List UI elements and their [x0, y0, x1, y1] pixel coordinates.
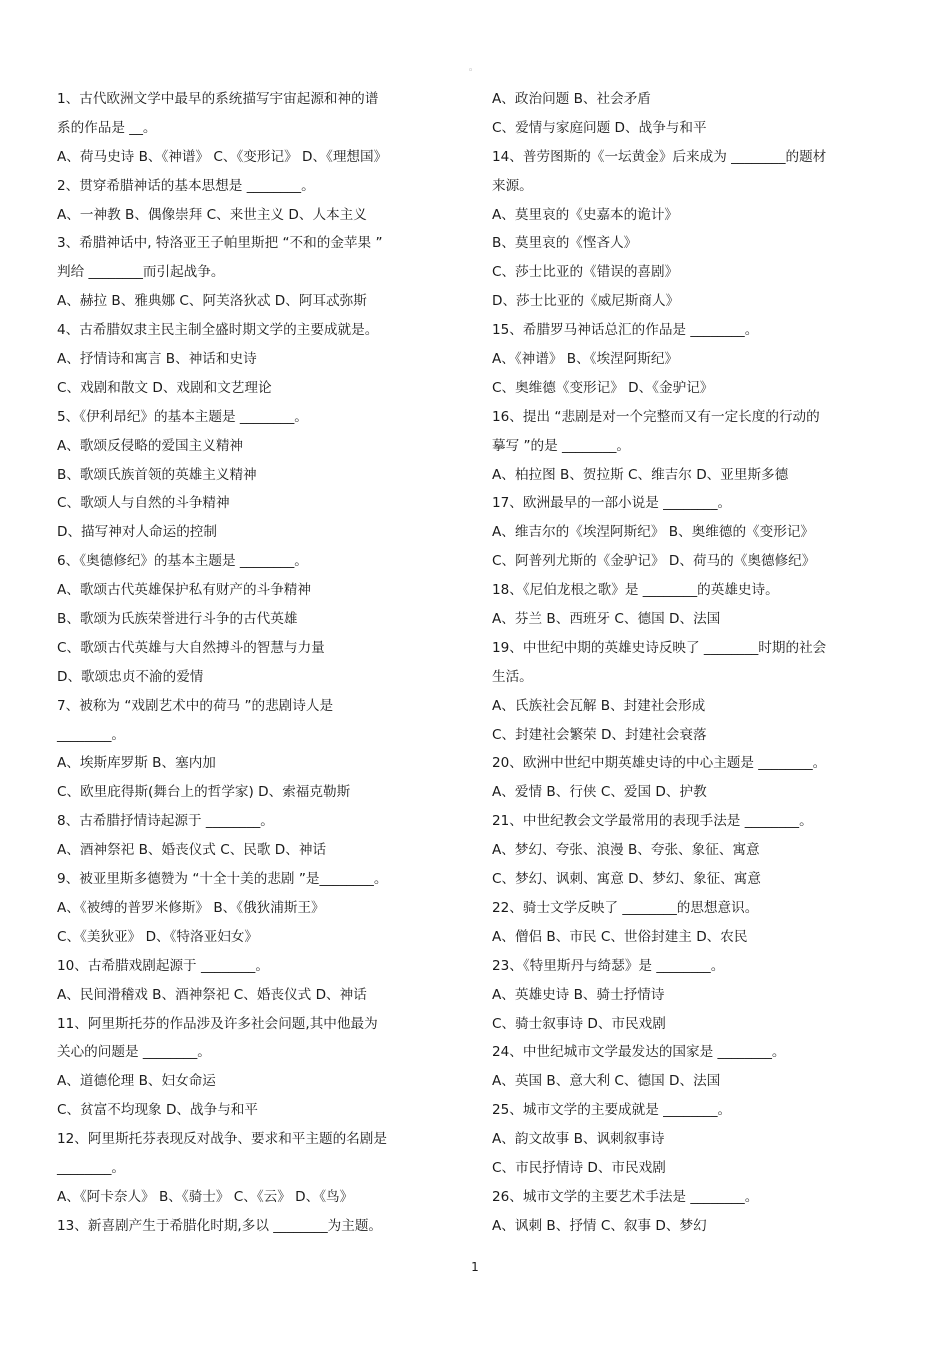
- question-line: 22、骑士文学反映了 ________的思想意识。: [492, 899, 759, 916]
- question-line: A、维吉尔的《埃涅阿斯纪》 B、奥维德的《变形记》: [492, 524, 815, 541]
- question-line: 15、希腊罗马神话总汇的作品是 ________。: [492, 322, 759, 339]
- question-line: A、道德伦理 B、妇女命运: [57, 1073, 216, 1090]
- question-line: A、《被缚的普罗米修斯》 B、《俄狄浦斯王》: [57, 899, 325, 916]
- question-line: 9、被亚里斯多德赞为 “十全十美的悲剧 ”是________。: [57, 871, 388, 888]
- question-line: A、荷马史诗 B、《神谱》 C、《变形记》 D、《理想国》: [57, 148, 388, 165]
- question-line: C、奥维德《变形记》 D、《金驴记》: [492, 379, 714, 396]
- question-line: A、一神教 B、偶像崇拜 C、来世主义 D、人本主义: [57, 206, 367, 223]
- question-line: 12、阿里斯托芬表现反对战争、要求和平主题的名剧是: [57, 1131, 387, 1148]
- question-line: A、芬兰 B、西班牙 C、德国 D、法国: [492, 611, 721, 628]
- question-line: 生活。: [492, 668, 533, 685]
- question-line: ________。: [57, 1159, 125, 1176]
- question-line: C、封建社会繁荣 D、封建社会衰落: [492, 726, 707, 743]
- question-line: 11、阿里斯托芬的作品涉及许多社会问题,其中他最为: [57, 1015, 378, 1032]
- question-line: C、梦幻、讽刺、寓意 D、梦幻、象征、寓意: [492, 871, 761, 888]
- question-line: 关心的问题是 ________。: [57, 1044, 211, 1061]
- question-line: 判给 ________而引起战争。: [57, 264, 225, 281]
- question-line: A、《神谱》 B、《埃涅阿斯纪》: [492, 351, 679, 368]
- question-line: 20、欧洲中世纪中期英雄史诗的中心主题是 ________。: [492, 755, 827, 772]
- question-line: A、歌颂古代英雄保护私有财产的斗争精神: [57, 582, 311, 599]
- left-column: [57, 85, 457, 1241]
- question-line: 13、新喜剧产生于希腊化时期,多以 ________为主题。: [57, 1217, 383, 1234]
- question-line: C、骑士叙事诗 D、市民戏剧: [492, 1015, 666, 1032]
- question-line: A、酒神祭祀 B、婚丧仪式 C、民歌 D、神话: [57, 842, 327, 859]
- question-line: B、歌颂为氏族荣誉进行斗争的古代英雄: [57, 611, 298, 628]
- question-line: A、赫拉 B、雅典娜 C、阿芙洛狄忒 D、阿耳忒弥斯: [57, 293, 367, 310]
- question-line: C、戏剧和散文 D、戏剧和文艺理论: [57, 379, 272, 396]
- question-line: A、歌颂反侵略的爱国主义精神: [57, 437, 244, 454]
- question-line: 2、贯穿希腊神话的基本思想是 ________。: [57, 177, 315, 194]
- question-line: 18、《尼伯龙根之歌》是 ________的英雄史诗。: [492, 582, 779, 599]
- question-line: 24、中世纪城市文学最发达的国家是 ________。: [492, 1044, 786, 1061]
- question-line: A、《阿卡奈人》 B、《骑士》 C、《云》 D、《鸟》: [57, 1188, 354, 1205]
- question-line: A、英雄史诗 B、骑士抒情诗: [492, 986, 665, 1003]
- question-line: 21、中世纪教会文学最常用的表现手法是 ________。: [492, 813, 813, 830]
- question-line: A、抒情诗和寓言 B、神话和史诗: [57, 351, 257, 368]
- page-number: 1: [471, 1260, 479, 1274]
- question-line: A、埃斯库罗斯 B、塞内加: [57, 755, 216, 772]
- question-line: 8、古希腊抒情诗起源于 ________。: [57, 813, 274, 830]
- question-line: 23、《特里斯丹与绮瑟》是 ________。: [492, 957, 725, 974]
- question-line: C、莎士比亚的《错误的喜剧》: [492, 264, 679, 281]
- question-line: A、柏拉图 B、贺拉斯 C、维吉尔 D、亚里斯多德: [492, 466, 789, 483]
- question-line: A、莫里哀的《史嘉本的诡计》: [492, 206, 679, 223]
- question-line: 19、中世纪中期的英雄史诗反映了 ________时期的社会: [492, 639, 827, 656]
- question-line: A、政治问题 B、社会矛盾: [492, 91, 651, 107]
- question-line: ________。: [57, 726, 125, 743]
- question-line: D、描写神对人命运的控制: [57, 524, 217, 541]
- question-line: B、歌颂氏族首领的英雄主义精神: [57, 466, 257, 483]
- question-line: 4、古希腊奴隶主民主制全盛时期文学的主要成就是。: [57, 322, 379, 339]
- question-line: 3、希腊神话中, 特洛亚王子帕里斯把 “不和的金苹果 ”: [57, 235, 383, 252]
- question-line: A、爱情 B、行侠 C、爱国 D、护教: [492, 784, 707, 801]
- question-line: A、僧侣 B、市民 C、世俗封建主 D、农民: [492, 928, 748, 945]
- header-mark: ◦: [468, 66, 474, 76]
- question-line: 来源。: [492, 177, 533, 194]
- question-line: A、民间滑稽戏 B、酒神祭祀 C、婚丧仪式 D、神话: [57, 986, 367, 1003]
- question-line: C、阿普列尤斯的《金驴记》 D、荷马的《奥德修纪》: [492, 553, 816, 570]
- question-line: 16、提出 “悲剧是对一个完整而又有一定长度的行动的: [492, 408, 820, 425]
- question-line: B、莫里哀的《悭吝人》: [492, 235, 638, 252]
- question-line: 系的作品是 __。: [57, 119, 157, 136]
- question-line: 25、城市文学的主要成就是 ________。: [492, 1102, 732, 1119]
- question-line: 14、普劳图斯的《一坛黄金》后来成为 ________的题材: [492, 148, 827, 165]
- question-line: 摹写 ”的是 ________。: [492, 437, 631, 454]
- question-line: C、市民抒情诗 D、市民戏剧: [492, 1159, 666, 1176]
- question-line: C、歌颂古代英雄与大自然搏斗的智慧与力量: [57, 639, 325, 656]
- question-line: D、歌颂忠贞不渝的爱情: [57, 668, 204, 685]
- question-line: C、欧里庇得斯(舞台上的哲学家) D、索福克勒斯: [57, 784, 351, 801]
- question-line: A、韵文故事 B、讽刺叙事诗: [492, 1131, 665, 1148]
- question-line: 1、古代欧洲文学中最早的系统描写宇宙起源和神的谱: [57, 91, 379, 107]
- question-line: A、氏族社会瓦解 B、封建社会形成: [492, 697, 706, 714]
- question-line: C、贫富不均现象 D、战争与和平: [57, 1102, 258, 1119]
- question-line: 5、《伊利昂纪》的基本主题是 ________。: [57, 408, 308, 425]
- question-line: 26、城市文学的主要艺术手法是 ________。: [492, 1188, 759, 1205]
- question-line: D、莎士比亚的《威尼斯商人》: [492, 293, 680, 310]
- question-line: 17、欧洲最早的一部小说是 ________。: [492, 495, 732, 512]
- question-line: C、爱情与家庭问题 D、战争与和平: [492, 119, 707, 136]
- question-line: A、梦幻、夸张、浪漫 B、夸张、象征、寓意: [492, 842, 760, 859]
- question-line: C、歌颂人与自然的斗争精神: [57, 495, 230, 512]
- question-line: C、《美狄亚》 D、《特洛亚妇女》: [57, 928, 258, 945]
- question-line: A、讽刺 B、抒情 C、叙事 D、梦幻: [492, 1217, 707, 1234]
- question-line: 6、《奥德修纪》的基本主题是 ________。: [57, 553, 308, 570]
- question-line: 7、被称为 “戏剧艺术中的荷马 ”的悲剧诗人是: [57, 697, 334, 714]
- right-column: [492, 85, 892, 1241]
- question-line: 10、古希腊戏剧起源于 ________。: [57, 957, 269, 974]
- question-line: A、英国 B、意大利 C、德国 D、法国: [492, 1073, 721, 1090]
